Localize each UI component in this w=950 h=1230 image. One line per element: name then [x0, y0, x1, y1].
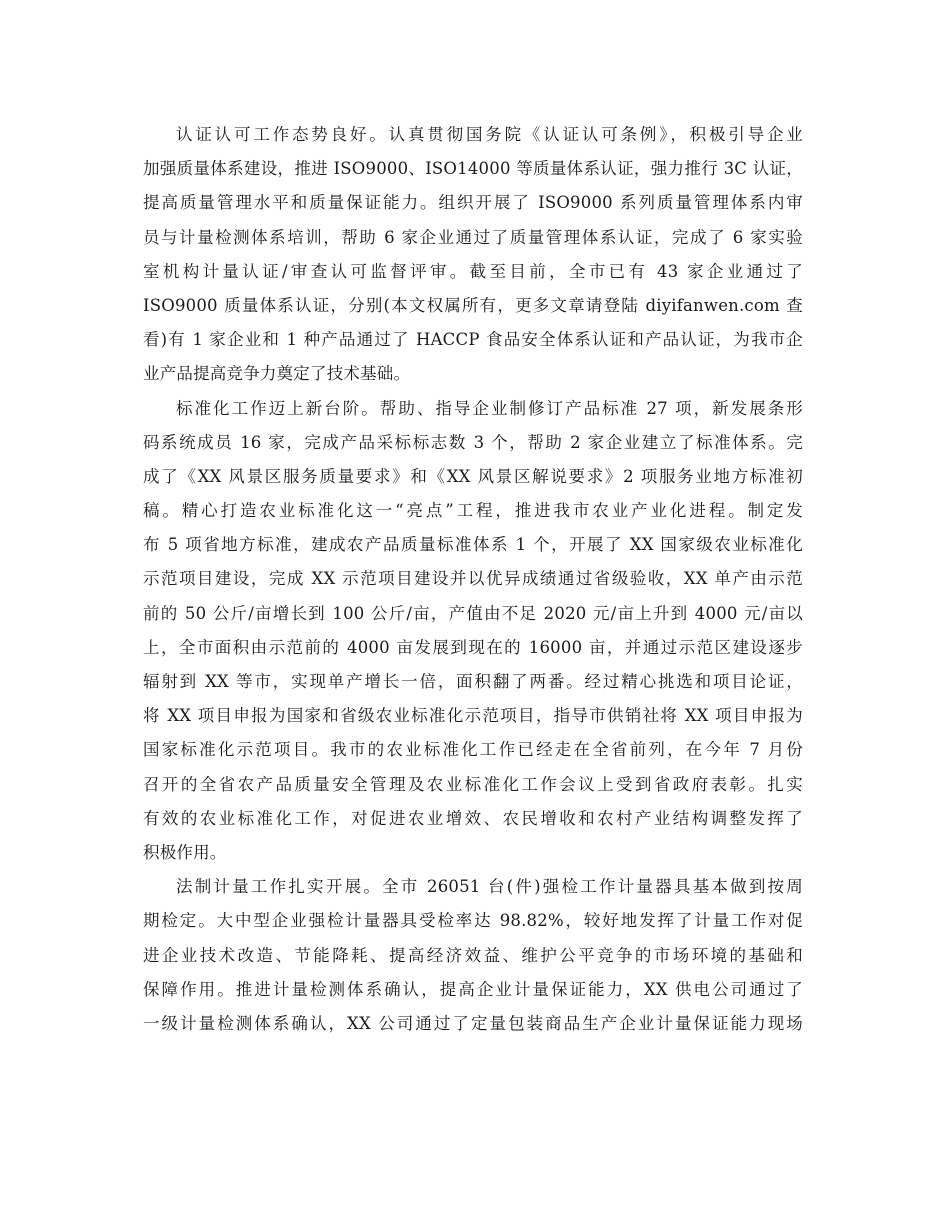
text-line: 一级计量检测体系确认，XX 公司通过了定量包装商品生产企业计量保证能力现场	[143, 1013, 803, 1033]
text-line: ISO9000 质量体系认证，分别(本文权属所有，更多文章请登陆 diyifanwen.com 查	[143, 295, 803, 315]
text-line: 码系统成员 16 家，完成产品采标标志数 3 个，帮助 2 家企业建立了标准体系。完	[143, 432, 803, 452]
text-line: 稿。精心打造农业标准化这一“亮点”工程，推进我市农业产业化进程。制定发	[143, 501, 803, 521]
text-line: 看)有 1 家企业和 1 种产品通过了 HACCP 食品安全体系认证和产品认证，为我市企	[143, 330, 803, 350]
text-line: 标准化工作迈上新台阶。帮助、指导企业制修订产品标准 27 项，新发展条形	[176, 398, 803, 418]
text-line: 期检定。大中型企业强检计量器具受检率达 98.82%，较好地发挥了计量工作对促	[143, 911, 803, 931]
text-line: 员与计量检测体系培训，帮助 6 家企业通过了质量管理体系认证，完成了 6 家实验	[143, 227, 803, 247]
text-line: 将 XX 项目申报为国家和省级农业标准化示范项目，指导市供销社将 XX 项目申报为	[143, 706, 803, 726]
text-line: 召开的全省农产品质量安全管理及农业标准化工作会议上受到省政府表彰。扎实	[143, 774, 803, 794]
text-line: 法制计量工作扎实开展。全市 26051 台(件)强检工作计量器具基本做到按周	[176, 877, 803, 897]
paragraph-metrology	[143, 870, 803, 1041]
text-line: 国家标准化示范项目。我市的农业标准化工作已经走在全省前列，在今年 7 月份	[143, 740, 803, 760]
text-line: 认证认可工作态势良好。认真贯彻国务院《认证认可条例》，积极引导企业	[176, 125, 803, 144]
text-line: 成了《XX 风景区服务质量要求》和《XX 风景区解说要求》2 项服务业地方标准初	[143, 466, 803, 486]
paragraph-certification	[143, 118, 803, 392]
text-line: 示范项目建设，完成 XX 示范项目建设并以优异成绩通过省级验收，XX 单产由示范	[143, 569, 803, 589]
text-line: 保障作用。推进计量检测体系确认，提高企业计量保证能力，XX 供电公司通过了	[143, 979, 803, 999]
text-line: 前的 50 公斤/亩增长到 100 公斤/亩，产值由不足 2020 元/亩上升到 4000 元/亩以	[143, 603, 803, 623]
text-line: 业产品提高竞争力奠定了技术基础。	[143, 364, 411, 384]
text-line: 室机构计量认证/审查认可监督评审。截至目前，全市已有 43 家企业通过了	[143, 261, 803, 281]
text-line: 布 5 项省地方标准，建成农产品质量标准体系 1 个，开展了 XX 国家级农业标准化	[143, 535, 803, 555]
text-line: 上，全市面积由示范前的 4000 亩发展到现在的 16000 亩，并通过示范区建设逐步	[143, 637, 803, 657]
document-body	[143, 118, 803, 1041]
text-line: 加强质量体系建设，推进 ISO9000、ISO14000 等质量体系认证，强力推行 3C 认证，	[143, 159, 803, 179]
text-line: 进企业技术改造、节能降耗、提高经济效益、维护公平竞争的市场环境的基础和	[143, 945, 803, 965]
text-line: 有效的农业标准化工作，对促进农业增效、农民增收和农村产业结构调整发挥了	[143, 808, 803, 828]
text-line: 提高质量管理水平和质量保证能力。组织开展了 ISO9000 系列质量管理体系内审	[143, 193, 803, 213]
text-line: 积极作用。	[143, 842, 227, 862]
text-line: 辐射到 XX 等市，实现单产增长一倍，面积翻了两番。经过精心挑选和项目论证，	[143, 672, 803, 691]
paragraph-standardization	[143, 392, 803, 871]
